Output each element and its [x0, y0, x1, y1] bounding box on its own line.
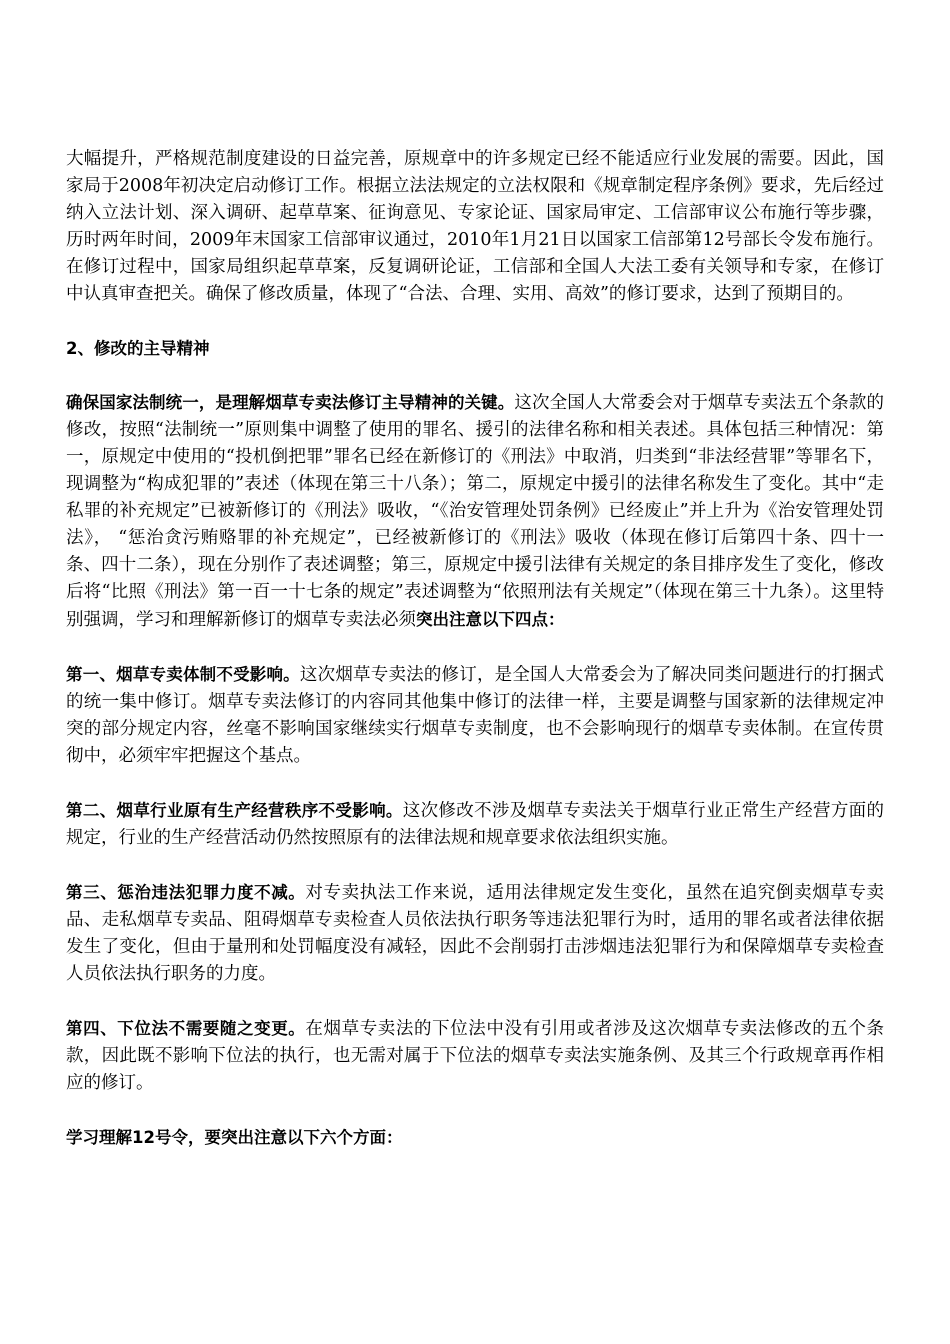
point-paragraph-3: [66, 879, 884, 988]
section-heading-guiding-spirit: 2、修改的主导精神: [66, 339, 210, 358]
guiding-spirit-paragraph: [66, 389, 884, 634]
point-lead-1: 第一、烟草专卖体制不受影响。: [66, 665, 300, 684]
point-lead-3: 第三、惩治违法犯罪力度不减。: [66, 883, 306, 902]
point-lead-2: 第二、烟草行业原有生产经营秩序不受影响。: [66, 801, 403, 820]
point-body-3: 对专卖执法工作来说，适用法律规定发生变化，虽然在追究倒卖烟草专卖品、走私烟草专卖品、阻碍烟草专卖检查人员依法执行职务等违法犯罪行为时，适用的罪名或者法律依据发生了变化，但由于量刑和处罚幅度没有减轻，因此不会削弱打击涉烟违法犯罪行为和保障烟草专卖检查人员依法执行职务的力度。: [66, 883, 885, 984]
point-paragraph-4: [66, 1015, 884, 1097]
point-lead-4: 第四、下位法不需要随之变更。: [66, 1019, 306, 1038]
point-body-1: 这次烟草专卖法的修订，是全国人大常委会为了解决同类问题进行的打捆式的统一集中修订。烟草专卖法修订的内容同其他集中修订的法律一样，主要是调整与国家新的法律规定冲突的部分规定内容，丝毫不影响国家继续实行烟草专卖制度，也不会影响现行的烟草专卖体制。在宣传贯彻中，必须牢牢把握这个基点。: [66, 665, 885, 766]
point-paragraph-2: [66, 797, 884, 852]
point-paragraph-1: [66, 661, 884, 770]
closing-heading: 学习理解12号令，要突出注意以下六个方面：: [66, 1128, 403, 1147]
guiding-spirit-body: 这次全国人大常委会对于烟草专卖法五个条款的修改，按照“法制统一”原则集中调整了使用的罪名、援引的法律名称和相关表述。具体包括三种情况：第一，原规定中使用的“投机倒把罪”罪名已经在新修订的《刑法》中取消，归类到“非法经营罪”等罪名下，现调整为“构成犯罪的”表述（体现在第三十八条）；第二，原规定中援引的法律名称发生了变化。其中“走私罪的补充规定”已被新修订的《刑法》吸收，“《治安管理处罚条例》已经废止”并上升为《治安管理处罚法》， “惩治贪污贿赂罪的补充规定”，已经被新修订的《刑法》吸收（体现在修订后第四十条、四十一条、四十二条），现在分别作了表述调整；第三，原规定中援引法律有关规定的条目排序发生了变化，修改后将“比照《刑法》第一百一十七条的规定”表述调整为“依照刑法有关规定”（体现在第三十九条）。这里特别强调，学习和理解新修订的烟草专卖法必须: [66, 393, 885, 630]
point-body-4: 在烟草专卖法的下位法中没有引用或者涉及这次烟草专卖法修改的五个条款，因此既不影响下位法的执行，也无需对属于下位法的烟草专卖法实施条例、及其三个行政规章再作相应的修订。: [66, 1019, 885, 1093]
point-body-2: 这次修改不涉及烟草专卖法关于烟草行业正常生产经营方面的规定，行业的生产经营活动仍然按照原有的法律法规和规章要求依法组织实施。: [66, 801, 885, 848]
guiding-spirit-tail: 突出注意以下四点：: [416, 610, 565, 629]
intro-paragraph: 大幅提升，严格规范制度建设的日益完善，原规章中的许多规定已经不能适应行业发展的需要。因此，国家局于2008年初决定启动修订工作。根据立法法规定的立法权限和《规章制定程序条例》要求，先后经过纳入立法计划、深入调研、起草草案、征询意见、专家论证、国家局审定、工信部审议公布施行等步骤，历时两年时间，2009年末国家工信部审议通过，2010年1月21日以国家工信部第12号部长令发布施行。在修订过程中，国家局组织起草草案，反复调研论证，工信部和全国人大法工委有关领导和专家，在修订中认真审查把关。确保了修改质量，体现了“合法、合理、实用、高效”的修订要求，达到了预期目的。: [66, 149, 884, 304]
guiding-spirit-lead: 确保国家法制统一，是理解烟草专卖法修订主导精神的关键。: [66, 393, 515, 412]
document-page: [66, 146, 884, 1178]
